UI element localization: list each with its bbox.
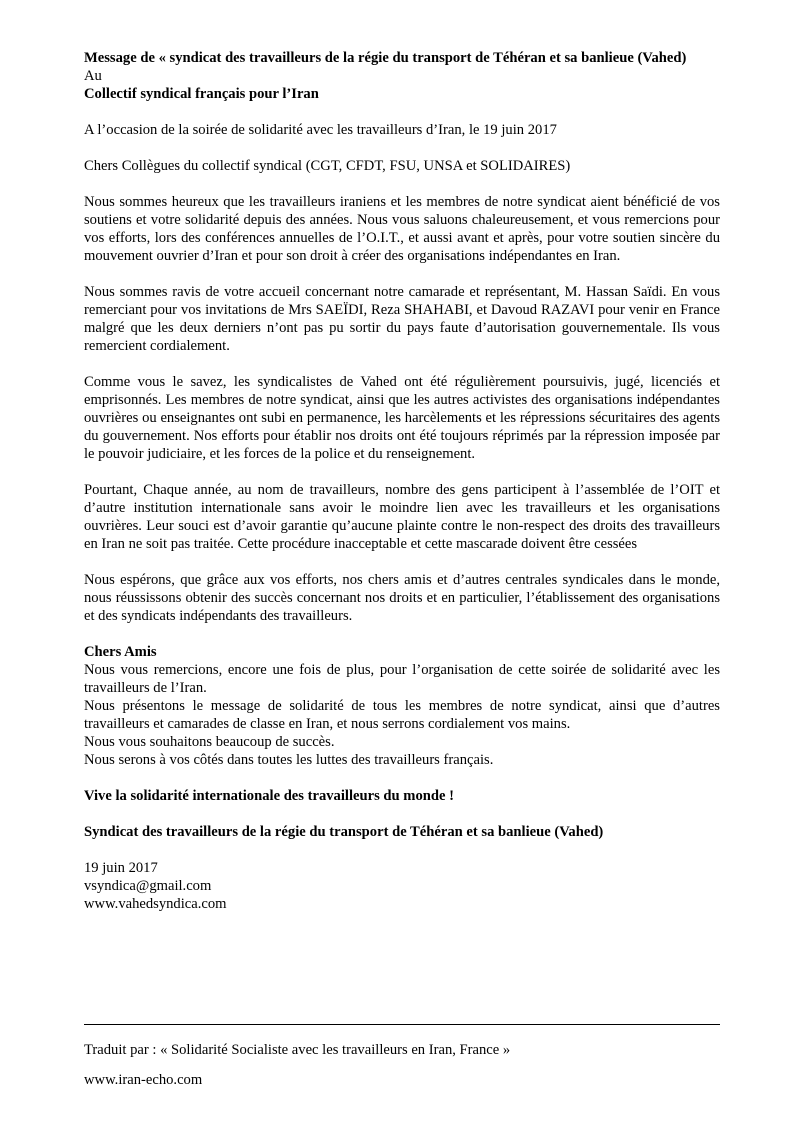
addressee-prefix: Au (84, 68, 102, 84)
contact-website: www.vahedsyndica.com (84, 896, 227, 912)
slogan: Vive la solidarité internationale des travailleurs du monde ! (84, 788, 454, 804)
friends-line-1: Nous vous remercions, encore une fois de plus, pour l’organisation de cette soirée de solidarité avec les travailleurs de l’Iran. (84, 662, 720, 696)
translation-credit: Traduit par : « Solidarité Socialiste avec les travailleurs en Iran, France » (84, 1042, 511, 1058)
paragraph-4: Pourtant, Chaque année, au nom de travailleurs, nombre des gens participent à l’assemblée de l’OIT et d’autre institution internationale sans avoir le moindre lien avec les travailleurs et les organisations ouvrières. Leur souci est d’avoir garantie qu’aucune plainte contre le non-respect des droits des travailleurs en Iran ne soit pas traitée. Cette procédure inacceptable et cette mascarade doivent être cessées (84, 482, 720, 552)
contact-email: vsyndica@gmail.com (84, 878, 212, 894)
paragraph-5: Nous espérons, que grâce aux vos efforts, nos chers amis et d’autres centrales syndicales dans le monde, nous réussissons obtenir des succès concernant nos droits et en particulier, l’établissement des organisations et des syndicats indépendants des travailleurs. (84, 572, 720, 624)
occasion-line: A l’occasion de la soirée de solidarité avec les travailleurs d’Iran, le 19 juin 2017 (84, 122, 557, 138)
letter-date: 19 juin 2017 (84, 860, 158, 876)
paragraph-1: Nous sommes heureux que les travailleurs iraniens et les membres de notre syndicat aient bénéficié de vos soutiens et votre solidarité depuis des années. Nous vous saluons chaleureusement, et vous remercions pour vos efforts, lors des conférences annuelles de l’O.I.T., et aussi avant et après, pour votre soutien sincère du mouvement ouvrier d’Iran et pour son droit à créer des organisations indépendantes en Iran. (84, 194, 720, 264)
addressee: Collectif syndical français pour l’Iran (84, 86, 319, 102)
friends-line-4: Nous serons à vos côtés dans toutes les luttes des travailleurs français. (84, 752, 494, 768)
letter-title: Message de « syndicat des travailleurs de la régie du transport de Téhéran et sa banlieue (Vahed) (84, 50, 687, 66)
paragraph-3: Comme vous le savez, les syndicalistes de Vahed ont été régulièrement poursuivis, jugé, licenciés et emprisonnés. Les membres de notre syndicat, ainsi que les autres activistes des organisations indépendantes ouvrières ou enseignantes ont subi en permanence, les harcèlements et les répressions sécuritaires des agents du gouvernement. Nos efforts pour établir nos droits ont été toujours réprimés par la répression imposée par le pouvoir judiciaire, et les forces de la police et du renseignement. (84, 374, 720, 462)
friends-heading: Chers Amis (84, 644, 157, 660)
paragraph-2: Nous sommes ravis de votre accueil concernant notre camarade et représentant, M. Hassan Saïdi. En vous remerciant pour vos invitations de Mrs SAEÏDI, Reza SHAHABI, et Davoud RAZAVI pour venir en France malgré que les deux derniers n’ont pas pu sortir du pays faute d’autorisation gouvernementale. Ils vous remercient cordialement. (84, 284, 720, 354)
footer (84, 1041, 720, 1089)
footer-divider (84, 1024, 720, 1025)
salutation: Chers Collègues du collectif syndical (CGT, CFDT, FSU, UNSA et SOLIDAIRES) (84, 158, 571, 174)
signature: Syndicat des travailleurs de la régie du transport de Téhéran et sa banlieue (Vahed) (84, 824, 604, 840)
footer-website: www.iran-echo.com (84, 1072, 203, 1088)
letter-body (84, 49, 720, 913)
friends-line-2: Nous présentons le message de solidarité de tous les membres de notre syndicat, ainsi que d’autres travailleurs et camarades de classe en Iran, et nous serrons cordialement vos mains. (84, 698, 720, 732)
friends-line-3: Nous vous souhaitons beaucoup de succès. (84, 734, 335, 750)
